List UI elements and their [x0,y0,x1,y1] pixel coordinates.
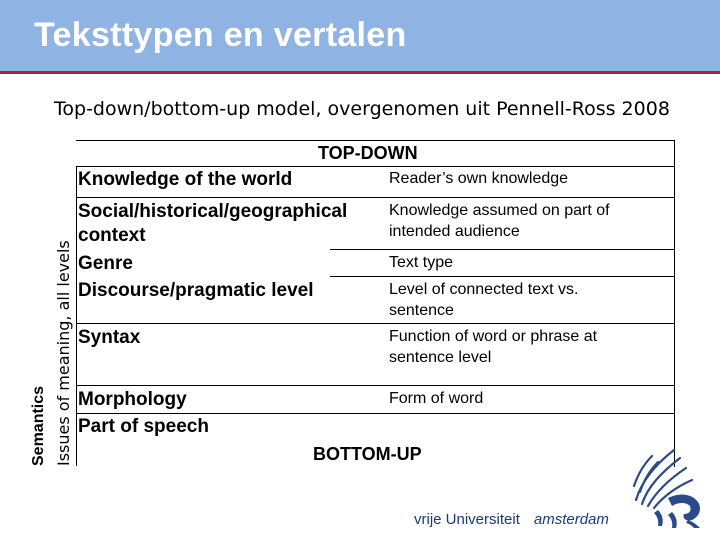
slide-title: Teksttypen en vertalen [34,16,407,54]
diagram-left-border [76,166,77,466]
row-divider [76,413,675,414]
level-genre: Genre [78,253,133,274]
logo-name-part1: vrije Universiteit [414,511,520,528]
bottom-up-label: BOTTOM-UP [313,444,422,464]
logo-name-part2: amsterdam [533,511,609,528]
desc-readers-knowledge: Reader’s own knowledge [389,170,569,187]
row-divider [76,166,675,167]
slide-subtitle: Top-down/bottom-up model, overgenomen uit Pennell-Ross 2008 [54,98,670,120]
level-social-context: Social/historical/geographical [78,201,348,222]
row-divider [330,249,675,250]
desc-text-type: Text type [389,254,454,271]
desc-connected-text: Level of connected text vs. sentence [389,281,579,319]
top-down-label: TOP-DOWN [318,143,418,163]
level-syntax: Syntax [78,327,141,348]
level-morphology: Morphology [78,389,187,410]
desc-form-of-word: Form of word [389,390,484,407]
meaning-levels-label: Issues of meaning, all levels [54,240,73,466]
title-underline [0,71,720,74]
row-divider [76,385,675,386]
semantics-label: Semantics [30,385,47,466]
desc-function-of-word: Function of word or phrase at sentence level [389,328,598,366]
level-discourse: Discourse/pragmatic level [78,280,314,301]
level-social-context-2: context [78,225,146,246]
row-divider [76,323,675,324]
desc-audience-knowledge: Knowledge assumed on part of intended audience [389,202,610,240]
level-knowledge-of-world: Knowledge of the world [78,169,293,190]
griffin-icon [628,440,714,530]
row-divider [330,276,675,277]
level-part-of-speech: Part of speech [78,416,209,437]
row-divider [76,197,675,198]
university-logo-text [414,511,609,528]
